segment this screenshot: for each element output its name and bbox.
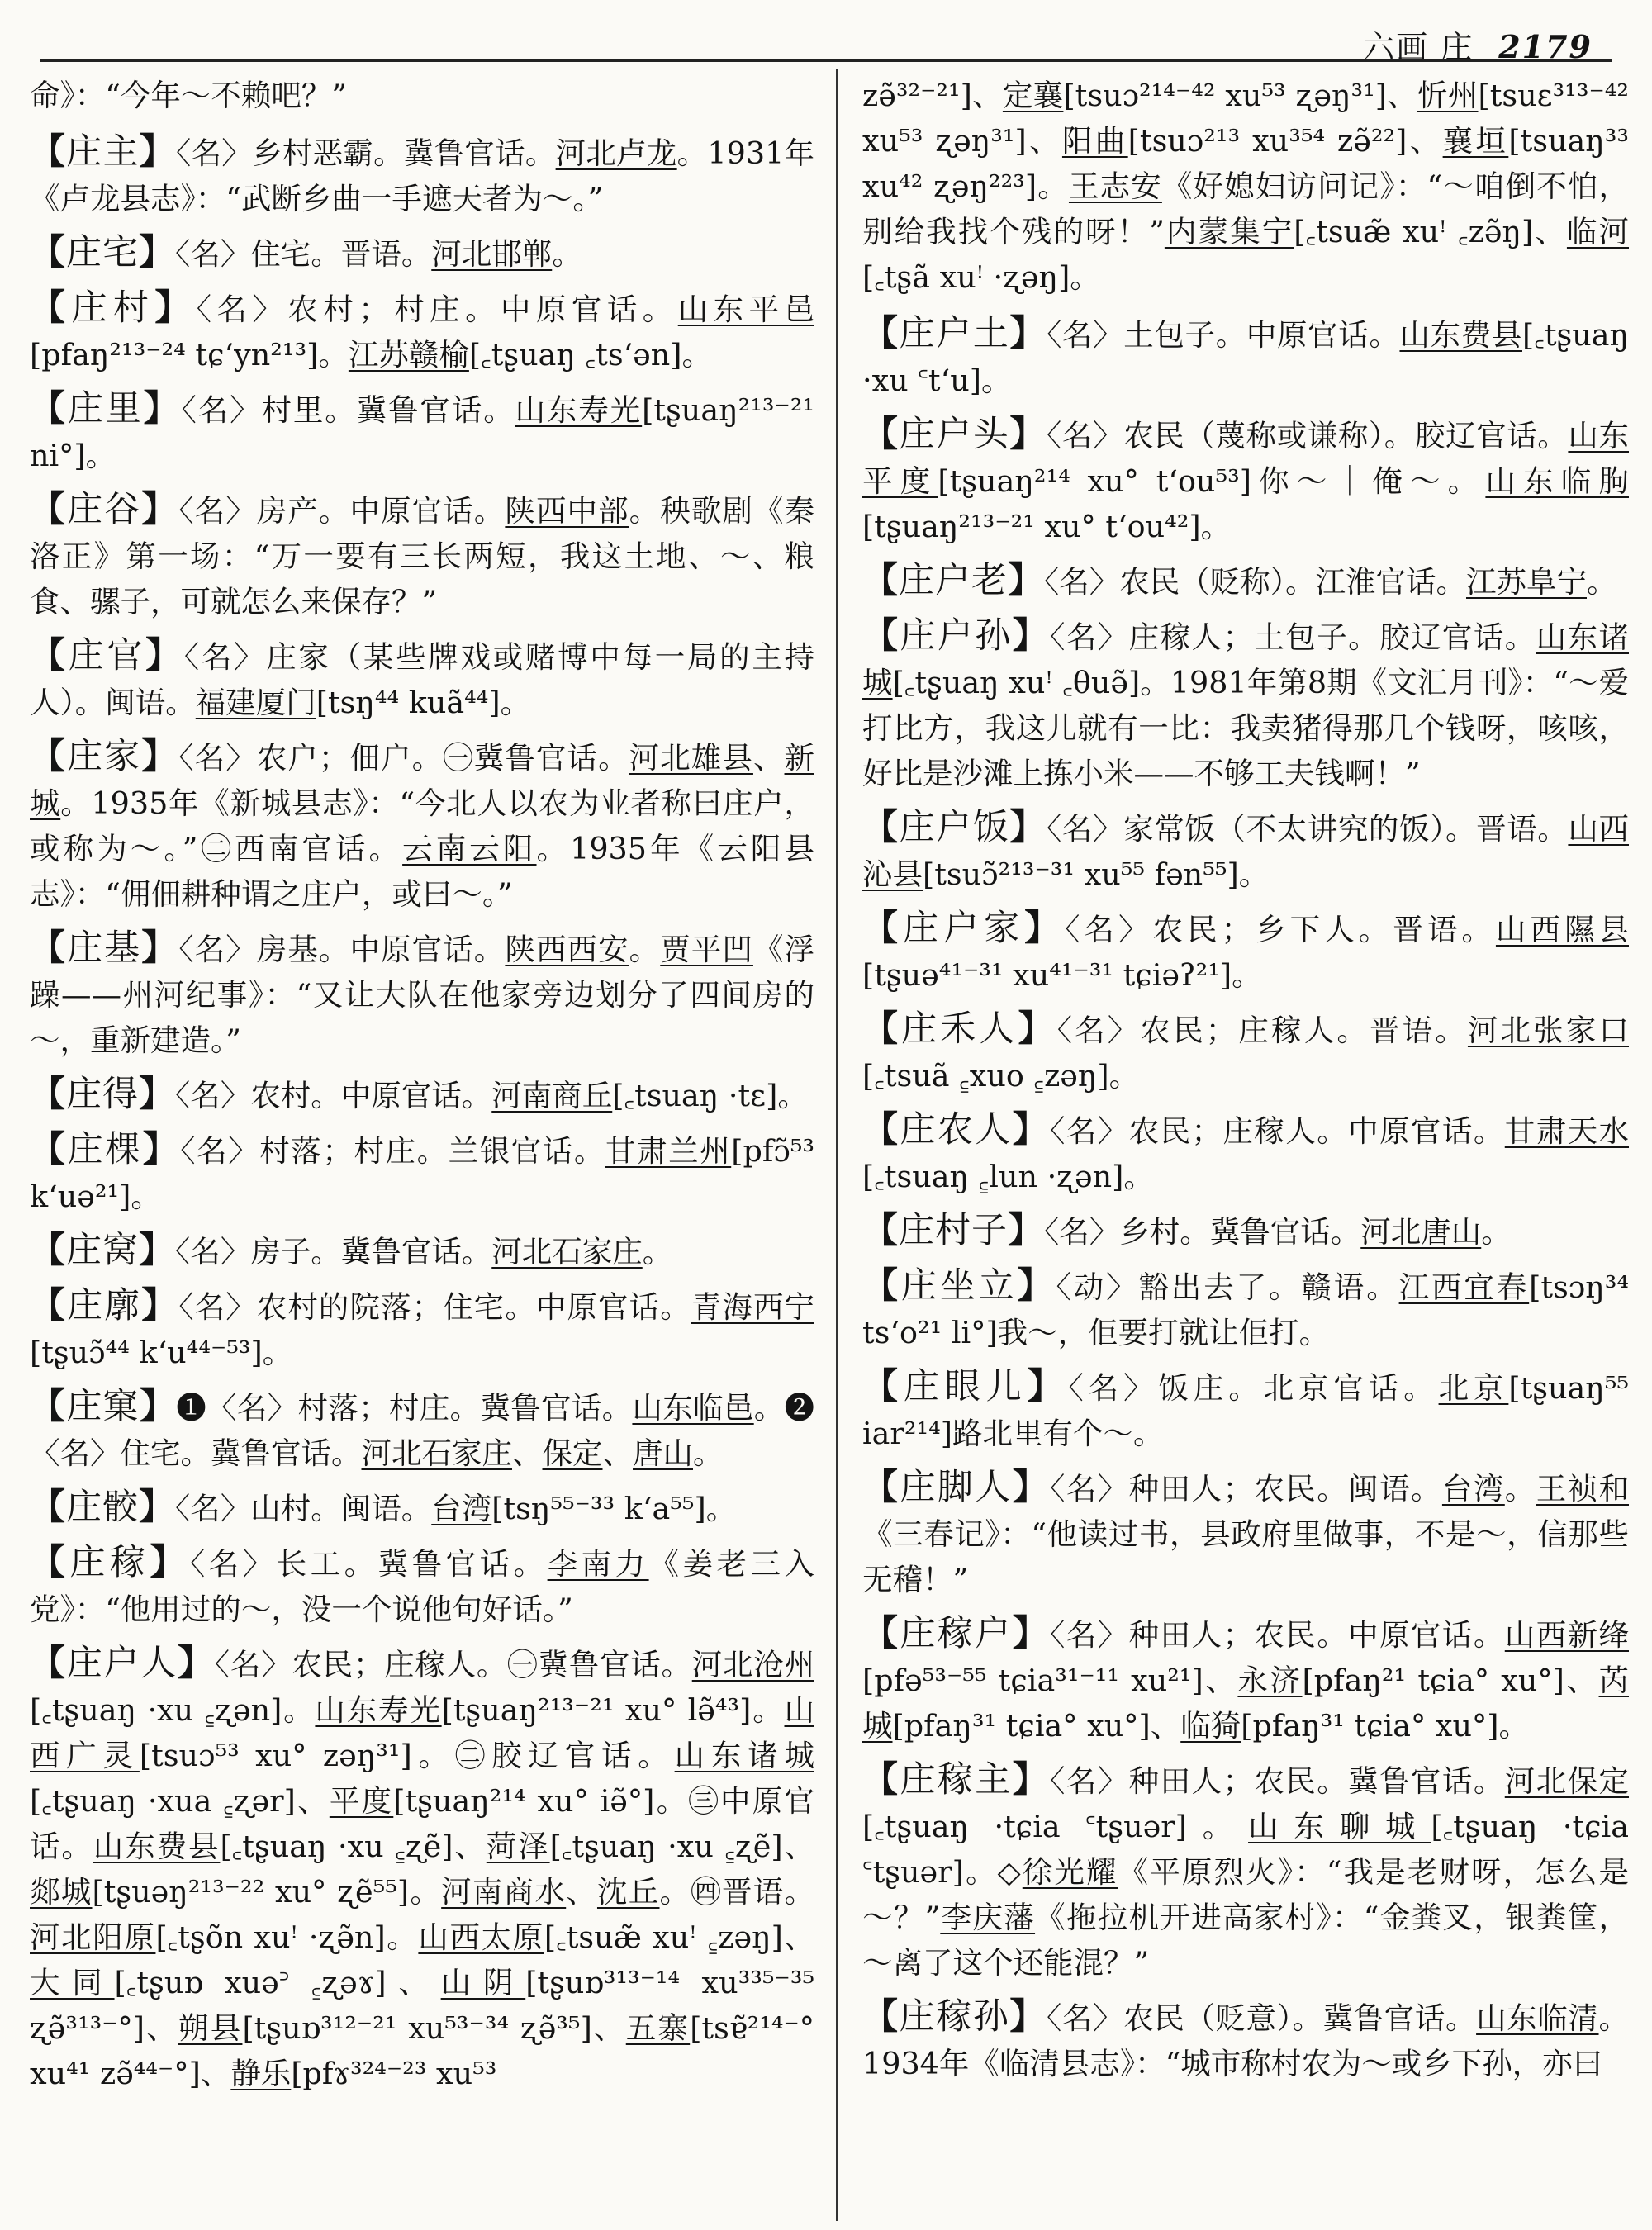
headword-text: 庄主 bbox=[66, 131, 140, 173]
place-or-author-name: 阳曲 bbox=[1061, 123, 1128, 159]
dictionary-entry bbox=[30, 926, 814, 1063]
dictionary-entry bbox=[30, 387, 814, 478]
headword-text: 庄得 bbox=[66, 1074, 139, 1115]
headword-text: 庄家 bbox=[67, 736, 142, 777]
headword-text: 庄户孙 bbox=[900, 615, 1013, 657]
headword: 【庄村子】 bbox=[862, 1210, 1044, 1251]
definition-text: 〈名〉农民；庄稼人。晋语。 bbox=[1056, 1013, 1468, 1048]
definition-text: [tʂuɒ³¹²⁻²¹ xu⁵³⁻³⁴ ʐə̃³⁵]、 bbox=[242, 2010, 626, 2046]
definition-text: 〈名〉庄稼人；土包子。胶辽官话。 bbox=[1050, 619, 1536, 655]
dictionary-entry bbox=[862, 1758, 1629, 1986]
definition-text: 。 bbox=[629, 932, 661, 967]
definition-text: [tʂuaŋ²¹³⁻²¹ ni°]。 bbox=[30, 392, 814, 473]
header-rule bbox=[40, 59, 1612, 62]
dictionary-entry bbox=[30, 230, 814, 277]
place-or-author-name: 山东寿光 bbox=[515, 392, 643, 428]
definition-text: 、 bbox=[752, 740, 785, 776]
headword-text: 庄脚人 bbox=[900, 1467, 1013, 1508]
place-or-author-name: 山西新绛 bbox=[1504, 1617, 1629, 1653]
dictionary-entry bbox=[30, 1641, 814, 2096]
definition-text: [꜀tʂuaŋ ·xu ꜁ʐən]。 bbox=[30, 1692, 316, 1728]
dictionary-entry bbox=[30, 286, 814, 377]
place-or-author-name: 王祯和 bbox=[1536, 1471, 1629, 1506]
definition-text: [꜀tʂuaŋ ꜀tsʻən]。 bbox=[468, 337, 713, 372]
headword-text: 庄眼儿 bbox=[903, 1366, 1028, 1407]
place-or-author-name: 山东诸城 bbox=[862, 619, 1629, 700]
dictionary-entry bbox=[30, 487, 814, 624]
place-or-author-name: 山东费县 bbox=[1399, 317, 1522, 353]
headword-text: 庄村 bbox=[71, 287, 155, 329]
definition-text: [pfaŋ³¹ tɕia° xu°]。 bbox=[1241, 1708, 1529, 1744]
headword: 【庄户土】 bbox=[862, 313, 1047, 354]
place-or-author-name: 山东平邑 bbox=[677, 292, 814, 327]
place-or-author-name: 河北保定 bbox=[1504, 1763, 1629, 1799]
definition-text: [꜀tʂuaŋ ·xu ꜂tʻu]。 bbox=[862, 317, 1629, 398]
place-or-author-name: 河北石家庄 bbox=[361, 1435, 512, 1471]
headword-text: 庄稼户 bbox=[900, 1613, 1013, 1654]
definition-text: zə̃³²⁻²¹]、 bbox=[862, 78, 1003, 113]
dictionary-entry bbox=[862, 558, 1629, 605]
dictionary-entry bbox=[30, 1485, 814, 1531]
definition-text: 〈名〉农村的院落；住宅。中原官话。 bbox=[178, 1289, 691, 1325]
definition-text: 〈名〉饭庄。北京官话。 bbox=[1068, 1370, 1439, 1406]
headword: 【庄户饭】 bbox=[862, 807, 1047, 848]
definition-text: [꜀tʂuaŋ ·tɕia ꜂tʂuər]。◇ bbox=[862, 1809, 1629, 1890]
definition-text: 命》：“今年～不赖吧？” bbox=[30, 78, 348, 113]
place-or-author-name: 江西宜春 bbox=[1398, 1269, 1530, 1305]
place-or-author-name: 甘肃天水 bbox=[1504, 1113, 1629, 1149]
place-or-author-name: 河北张家口 bbox=[1467, 1013, 1629, 1048]
headword: 【庄基】 bbox=[30, 928, 179, 969]
place-or-author-name: 甘肃兰州 bbox=[605, 1133, 732, 1169]
definition-text: 〈名〉农民；庄稼人。㊀冀鲁官话。 bbox=[214, 1647, 692, 1682]
headword: 【庄稼】 bbox=[30, 1542, 190, 1583]
place-or-author-name: 徐光耀 bbox=[1022, 1854, 1118, 1890]
place-or-author-name: 陕西中部 bbox=[505, 493, 629, 529]
column-divider bbox=[836, 69, 838, 2221]
definition-text: 〈名〉土包子。中原官话。 bbox=[1047, 317, 1400, 353]
definition-text: 。1931年《卢龙县志》：“武断乡曲一手遮天者为～。” bbox=[30, 135, 814, 216]
place-or-author-name: 山东临邑 bbox=[632, 1390, 754, 1426]
headword-text: 庄坐立 bbox=[900, 1265, 1018, 1307]
definition-text: [꜀tsuaŋ ꜁lun ·ʐən]。 bbox=[862, 1159, 1154, 1194]
place-or-author-name: 永济 bbox=[1237, 1663, 1303, 1698]
definition-text: [꜀tʂuaŋ ·xu ꜁ʐẽ]、 bbox=[549, 1829, 814, 1864]
definition-text: ❶〈名〉村落；村庄。冀鲁官话。 bbox=[176, 1390, 633, 1426]
headword-text: 庄窠 bbox=[66, 1386, 140, 1427]
headword-text: 庄棵 bbox=[67, 1129, 143, 1170]
definition-text: [tʂuɔ̃⁴⁴ kʻu⁴⁴⁻⁵³]。 bbox=[30, 1335, 293, 1370]
definition-text: [꜀tsuæ̃ xuꜝ ꜀zə̃ŋ]、 bbox=[1294, 214, 1567, 249]
definition-text: 。1935年《云阳县志》：“佣佃耕种谓之庄户，或曰～。” bbox=[30, 831, 814, 912]
definition-text: [꜀tsuæ̃ xuꜝ ꜁zəŋ]、 bbox=[544, 1919, 814, 1955]
headword-text: 庄户头 bbox=[899, 414, 1010, 455]
definition-text: [pfaŋ²¹ tɕia° xu°]、 bbox=[1302, 1663, 1599, 1698]
headword: 【庄主】 bbox=[30, 131, 177, 173]
dictionary-entry bbox=[30, 1127, 814, 1219]
dictionary-entry bbox=[862, 1995, 1629, 2086]
place-or-author-name: 台湾 bbox=[431, 1491, 492, 1526]
definition-text: [tʂuə⁴¹⁻³¹ xu⁴¹⁻³¹ tɕiəʔ²¹]。 bbox=[862, 957, 1262, 993]
place-or-author-name: 江苏赣榆 bbox=[348, 337, 469, 372]
place-or-author-name: 沈丘 bbox=[596, 1874, 660, 1910]
definition-text: 《平原烈火》：“我是老财呀，怎么是～？” bbox=[862, 1854, 1629, 1935]
definition-text: 。❷〈名〉住宅。冀鲁官话。 bbox=[30, 1390, 814, 1471]
dictionary-entry bbox=[862, 1364, 1629, 1456]
place-or-author-name: 山东诸城 bbox=[674, 1738, 814, 1773]
page-header bbox=[40, 15, 1612, 63]
dictionary-entry bbox=[30, 734, 814, 917]
definition-text: [꜀tʂuɒ xuə꜄ ꜁ʐəɤ]、 bbox=[114, 1965, 441, 2000]
headword-text: 庄基 bbox=[67, 928, 142, 969]
headword-text: 庄骹 bbox=[66, 1487, 139, 1528]
dictionary-entry bbox=[30, 1384, 814, 1476]
definition-text: 《浮躁——州河纪事》：“又让大队在他家旁边划分了四间房的～，重新建造。” bbox=[30, 932, 814, 1058]
definition-text: 〈名〉农民；庄稼人。中原官话。 bbox=[1050, 1113, 1505, 1149]
headword: 【庄稼主】 bbox=[862, 1759, 1051, 1801]
definition-text: 《三春记》：“他读过书，县政府里做事，不是～，信那些无稽！” bbox=[862, 1516, 1629, 1597]
definition-text: 〈名〉农户；佃户。㊀冀鲁官话。 bbox=[178, 740, 629, 776]
headword-text: 庄稼 bbox=[69, 1542, 150, 1583]
definition-text: 、 bbox=[566, 1874, 597, 1910]
dictionary-entry bbox=[30, 130, 814, 221]
place-or-author-name: 青海西宁 bbox=[691, 1289, 814, 1325]
headword-text: 庄禾人 bbox=[901, 1008, 1018, 1050]
definition-text: 《好媳妇访问记》：“～咱倒不怕，别给我找个残的呀！” bbox=[862, 168, 1629, 249]
definition-text: [tsuɔ²¹⁴⁻⁴² xu⁵³ ʐəŋ³¹]、 bbox=[1063, 78, 1417, 113]
place-or-author-name: 河南商水 bbox=[441, 1874, 567, 1910]
headword-text: 庄窝 bbox=[66, 1230, 139, 1271]
headword-text: 庄谷 bbox=[67, 489, 142, 530]
definition-text: 、 bbox=[512, 1435, 543, 1471]
definition-text: [tsɔŋ³⁴ tsʻo²¹ li°]我～，佢要打就让佢打。 bbox=[862, 1269, 1629, 1350]
definition-text: [꜀tʂã xuꜝ ·ʐəŋ]。 bbox=[862, 259, 1100, 295]
headword-text: 庄户家 bbox=[903, 908, 1025, 949]
place-or-author-name: 临猗 bbox=[1180, 1708, 1241, 1744]
headword: 【庄稼户】 bbox=[862, 1613, 1051, 1654]
place-or-author-name: 山东临清 bbox=[1476, 2000, 1599, 2036]
definition-text: [pfaŋ²¹³⁻²⁴ tɕʻyn²¹³]。 bbox=[30, 337, 349, 372]
definition-text: 。 bbox=[1481, 1214, 1512, 1250]
headword: 【庄户人】 bbox=[30, 1643, 215, 1684]
right-column bbox=[862, 73, 1629, 2220]
definition-text: 。㊃晋语。 bbox=[659, 1874, 814, 1910]
headword-text: 庄稼孙 bbox=[899, 1996, 1010, 2038]
dictionary-entry bbox=[862, 412, 1629, 549]
definition-text: [꜀tʂuaŋ xuꜝ ꜀θuə̃]。1981年第8期《文汇月刊》：“～爱打比方，我这儿就有一比：我卖猪得那几个钱呀，咳咳，好比是沙滩上拣小米——不够工夫钱啊！” bbox=[862, 665, 1629, 791]
place-or-author-name: 河北阳原 bbox=[30, 1919, 156, 1955]
place-or-author-name: 五寨 bbox=[625, 2010, 691, 2046]
definition-text: 〈名〉房产。中原官话。 bbox=[178, 493, 506, 529]
place-or-author-name: 朔县 bbox=[178, 2010, 243, 2046]
definition-text: 。 bbox=[552, 236, 582, 272]
place-or-author-name: 大同 bbox=[30, 1965, 115, 2000]
place-or-author-name: 河北邯郸 bbox=[431, 236, 553, 272]
definition-text: [꜀tsuã ꜁xuo ꜁zəŋ]。 bbox=[862, 1058, 1140, 1094]
definition-text: 〈名〉种田人；农民。中原官话。 bbox=[1050, 1617, 1505, 1653]
definition-text: 。1934年《临清县志》：“城市称村农为～或乡下孙，亦曰 bbox=[862, 2000, 1629, 2081]
headword-text: 庄宅 bbox=[66, 232, 139, 273]
place-or-author-name: 云南云阳 bbox=[402, 831, 537, 866]
definition-text: 《拖拉机开进高家村》：“金粪叉，银粪筐，～离了这个还能混？” bbox=[862, 1900, 1629, 1981]
place-or-author-name: 山西隰县 bbox=[1495, 912, 1629, 947]
dictionary-entry bbox=[862, 805, 1629, 897]
headword: 【庄廓】 bbox=[30, 1285, 179, 1326]
definition-text: 。1935年《新城县志》：“今北人以农为业者称曰庄户，或称为～。”㊁西南官话。 bbox=[30, 785, 814, 866]
headword-text: 庄户人 bbox=[66, 1643, 178, 1684]
dictionary-entry bbox=[862, 1007, 1629, 1098]
definition-text: [tʂuaŋ²¹³⁻²¹ xu° tʻou⁴²]。 bbox=[862, 509, 1232, 544]
place-or-author-name: 河北雄县 bbox=[629, 740, 753, 776]
headword: 【庄稼孙】 bbox=[862, 1996, 1047, 2038]
place-or-author-name: 定襄 bbox=[1002, 78, 1064, 113]
headword: 【庄里】 bbox=[30, 388, 182, 429]
headword: 【庄窝】 bbox=[30, 1230, 175, 1271]
headword: 【庄户家】 bbox=[862, 908, 1066, 949]
headword-text: 庄户土 bbox=[899, 313, 1010, 354]
headword-text: 庄廓 bbox=[67, 1285, 142, 1326]
definition-text: [꜀tsuaŋ ·tɛ]。 bbox=[612, 1078, 808, 1113]
place-or-author-name: 河南商丘 bbox=[491, 1078, 613, 1113]
dictionary-entry bbox=[862, 1465, 1629, 1602]
dictionary-entry bbox=[30, 1072, 814, 1118]
headword: 【庄窠】 bbox=[30, 1386, 177, 1427]
place-or-author-name: 山东寿光 bbox=[315, 1692, 442, 1728]
definition-text: [tʂuəŋ²¹³⁻²² xu° ʐẽ⁵⁵]。 bbox=[92, 1874, 442, 1910]
definition-text: 〈名〉农村。中原官话。 bbox=[175, 1078, 492, 1113]
place-or-author-name: 北京 bbox=[1438, 1370, 1509, 1406]
definition-text: 〈名〉农村；村庄。中原官话。 bbox=[196, 292, 678, 327]
place-or-author-name: 江苏阜宁 bbox=[1466, 564, 1587, 600]
entry-continuation bbox=[30, 73, 814, 118]
headword: 【庄官】 bbox=[30, 635, 184, 676]
dictionary-entry bbox=[862, 1264, 1629, 1355]
definition-text: [tʂuaŋ⁵⁵ iar²¹⁴]路北里有个～。 bbox=[862, 1370, 1629, 1451]
page-number: 2179 bbox=[1498, 28, 1593, 65]
definition-text: 〈名〉山村。闽语。 bbox=[175, 1491, 432, 1526]
definition-text: 〈名〉农民（贬称）。江淮官话。 bbox=[1044, 564, 1466, 600]
definition-text: 〈名〉房基。中原官话。 bbox=[178, 932, 506, 967]
place-or-author-name: 新城 bbox=[30, 740, 814, 821]
definition-text: [tʂuɒ³¹³⁻¹⁴ xu³³⁵⁻³⁵ ʐə̃³¹³⁻°]、 bbox=[30, 1965, 814, 2046]
definition-text: [tsuɛ³¹³⁻⁴² xu⁵³ ʐəŋ³¹]、 bbox=[862, 78, 1629, 159]
place-or-author-name: 郯城 bbox=[30, 1874, 93, 1910]
headword: 【庄坐立】 bbox=[862, 1265, 1056, 1307]
headword: 【庄骹】 bbox=[30, 1487, 175, 1528]
definition-text: 、 bbox=[602, 1435, 633, 1471]
place-or-author-name: 菏泽 bbox=[486, 1829, 550, 1864]
definition-text: 〈名〉家常饭（不太讲究的饭）。晋语。 bbox=[1047, 811, 1569, 847]
place-or-author-name: 山东聊城 bbox=[1248, 1809, 1431, 1844]
definition-text: 〈名〉庄家（某些牌戏或赌博中每一局的主持人）。闽语。 bbox=[30, 639, 814, 720]
definition-text: 〈名〉村里。冀鲁官话。 bbox=[181, 392, 515, 428]
dictionary-entry bbox=[30, 1540, 814, 1632]
headword-text: 庄村子 bbox=[899, 1210, 1008, 1251]
place-or-author-name: 静乐 bbox=[230, 2056, 292, 2091]
headword-text: 庄户老 bbox=[899, 560, 1008, 601]
place-or-author-name: 河北沧州 bbox=[691, 1647, 814, 1682]
place-or-author-name: 临河 bbox=[1566, 214, 1629, 249]
place-or-author-name: 内蒙集宁 bbox=[1164, 214, 1294, 249]
definition-text: 。 bbox=[693, 1435, 724, 1471]
definition-text: 〈名〉乡村。冀鲁官话。 bbox=[1044, 1214, 1361, 1250]
definition-text: [tʂuaŋ²¹⁴ xu° iə̃°]。㊂中原官话。 bbox=[30, 1783, 814, 1864]
place-or-author-name: 山西广灵 bbox=[30, 1692, 814, 1773]
headword: 【庄农人】 bbox=[862, 1109, 1051, 1151]
definition-text: 〈名〉种田人；农民。冀鲁官话。 bbox=[1050, 1763, 1505, 1799]
headword: 【庄禾人】 bbox=[862, 1008, 1057, 1050]
definition-text: 。秧歌剧《秦洛正》第一场：“万一要有三长两短，我这土地、～、粮食、骡子，可就怎么来保存？” bbox=[30, 493, 814, 619]
definition-text: [tsŋ⁴⁴ kuã⁴⁴]。 bbox=[316, 685, 531, 720]
definition-text: [tsɐ̃²¹⁴⁻° xu⁴¹ zə̃⁴⁴⁻°]、 bbox=[30, 2010, 814, 2091]
place-or-author-name: 山东平度 bbox=[862, 418, 1629, 499]
headword: 【庄得】 bbox=[30, 1074, 175, 1115]
place-or-author-name: 襄垣 bbox=[1442, 123, 1509, 159]
dictionary-entry bbox=[862, 1108, 1629, 1199]
definition-text: [꜀tʂuaŋ ·xua ꜁ʐər]、 bbox=[30, 1783, 330, 1819]
headword-text: 庄官 bbox=[68, 635, 146, 676]
definition-text: 〈名〉农民（贬意）。冀鲁官话。 bbox=[1047, 2000, 1477, 2036]
dictionary-entry bbox=[862, 614, 1629, 796]
headword: 【庄宅】 bbox=[30, 232, 175, 273]
place-or-author-name: 贾平凹 bbox=[660, 932, 753, 967]
place-or-author-name: 山西太原 bbox=[418, 1919, 544, 1955]
definition-text: [tsuaŋ³³ xu⁴² ʐəŋ²²³]。 bbox=[862, 123, 1629, 204]
dictionary-entry bbox=[862, 906, 1629, 998]
place-or-author-name: 山西沁县 bbox=[862, 811, 1629, 892]
definition-text: 〈名〉村落；村庄。兰银官话。 bbox=[180, 1133, 605, 1169]
place-or-author-name: 河北卢龙 bbox=[555, 135, 677, 171]
definition-text: [tsŋ⁵⁵⁻³³ kʻa⁵⁵]。 bbox=[491, 1491, 737, 1526]
headword: 【庄家】 bbox=[30, 736, 179, 777]
headword-text: 庄稼主 bbox=[900, 1759, 1013, 1801]
definition-text: 〈名〉长工。冀鲁官话。 bbox=[189, 1546, 548, 1582]
place-or-author-name: 唐山 bbox=[633, 1435, 693, 1471]
definition-text: 《姜老三入党》：“他用过的～，没一个说他句好话。” bbox=[30, 1546, 814, 1627]
definition-text: 。 bbox=[642, 1234, 673, 1269]
definition-text: 〈名〉乡村恶霸。冀鲁官话。 bbox=[176, 135, 556, 171]
definition-text: 〈名〉农民；乡下人。晋语。 bbox=[1065, 912, 1496, 947]
headword: 【庄村】 bbox=[30, 287, 197, 329]
definition-text: [꜀tʂuaŋ ·tɕia ꜂tʂuər]。 bbox=[862, 1809, 1249, 1844]
place-or-author-name: 福建厦门 bbox=[195, 685, 316, 720]
headword-text: 庄里 bbox=[67, 388, 144, 429]
headword: 【庄户孙】 bbox=[862, 615, 1051, 657]
place-or-author-name: 王志安 bbox=[1068, 168, 1162, 204]
definition-text: [꜀tʂuaŋ ·xu ꜁ʐẽ]、 bbox=[220, 1829, 487, 1864]
headword: 【庄脚人】 bbox=[862, 1467, 1051, 1508]
left-column bbox=[30, 73, 814, 2220]
headword: 【庄谷】 bbox=[30, 489, 179, 530]
headword: 【庄户老】 bbox=[862, 560, 1044, 601]
headword-text: 庄农人 bbox=[900, 1109, 1013, 1151]
definition-text: [pfaŋ³¹ tɕia° xu°]、 bbox=[892, 1708, 1181, 1744]
definition-text: [tsuɔ⁵³ xu° zəŋ³¹]。㊁胶辽官话。 bbox=[139, 1738, 675, 1773]
dictionary-entry bbox=[30, 1228, 814, 1274]
dictionary-entry bbox=[862, 1208, 1629, 1255]
headword: 【庄棵】 bbox=[30, 1129, 181, 1170]
place-or-author-name: 平度 bbox=[329, 1783, 394, 1819]
definition-text: [tsuɔ̃²¹³⁻³¹ xu⁵⁵ fən⁵⁵]。 bbox=[923, 856, 1270, 892]
definition-text: 〈名〉农民（蔑称或谦称）。胶辽官话。 bbox=[1047, 418, 1569, 453]
dictionary-entry bbox=[862, 311, 1629, 403]
place-or-author-name: 台湾 bbox=[1441, 1471, 1505, 1506]
place-or-author-name: 保定 bbox=[542, 1435, 603, 1471]
place-or-author-name: 河北唐山 bbox=[1360, 1214, 1482, 1250]
place-or-author-name: 李庆藩 bbox=[940, 1900, 1036, 1935]
definition-text: 〈名〉种田人；农民。闽语。 bbox=[1050, 1471, 1442, 1506]
place-or-author-name: 陕西西安 bbox=[505, 932, 629, 967]
dictionary-entry bbox=[30, 1283, 814, 1375]
definition-text: [꜀tʂõn xuꜝ ·ʐə̃n]。 bbox=[155, 1919, 419, 1955]
place-or-author-name: 芮城 bbox=[862, 1663, 1629, 1744]
place-or-author-name: 山东费县 bbox=[93, 1829, 221, 1864]
definition-text: 〈名〉住宅。晋语。 bbox=[175, 236, 432, 272]
entry-continuation bbox=[862, 73, 1629, 300]
definition-text: [tsuɔ²¹³ xu³⁵⁴ zə̃²²]、 bbox=[1127, 123, 1443, 159]
definition-text: 〈动〉豁出去了。赣语。 bbox=[1056, 1269, 1399, 1305]
dictionary-entry bbox=[30, 633, 814, 725]
definition-text: [pfɔ̃⁵³ kʻuə²¹]。 bbox=[30, 1133, 814, 1214]
headword-text: 庄户饭 bbox=[899, 807, 1010, 848]
place-or-author-name: 山阴 bbox=[440, 1965, 526, 2000]
definition-text: [pfɤ³²⁴⁻²³ xu⁵³ bbox=[291, 2056, 497, 2091]
section-title: 六画 庄 bbox=[1363, 29, 1474, 65]
definition-text: 〈名〉房子。冀鲁官话。 bbox=[175, 1234, 492, 1269]
definition-text: [pfə⁵³⁻⁵⁵ tɕia³¹⁻¹¹ xu²¹]、 bbox=[862, 1663, 1238, 1698]
place-or-author-name: 河北石家庄 bbox=[491, 1234, 643, 1269]
definition-text: 。 bbox=[1587, 564, 1617, 600]
dictionary-entry bbox=[862, 1611, 1629, 1748]
headword: 【庄眼儿】 bbox=[862, 1366, 1069, 1407]
place-or-author-name: 李南力 bbox=[547, 1546, 649, 1582]
definition-text: 。 bbox=[1504, 1471, 1536, 1506]
place-or-author-name: 忻州 bbox=[1417, 78, 1479, 113]
definition-text: [tʂuaŋ²¹³⁻²¹ xu° lə̃⁴³]。 bbox=[441, 1692, 785, 1728]
place-or-author-name: 山东临朐 bbox=[1485, 463, 1629, 499]
definition-text: [tʂuaŋ²¹⁴ xu° tʻou⁵³]你～｜俺～。 bbox=[938, 463, 1486, 499]
headword: 【庄户头】 bbox=[862, 414, 1047, 455]
